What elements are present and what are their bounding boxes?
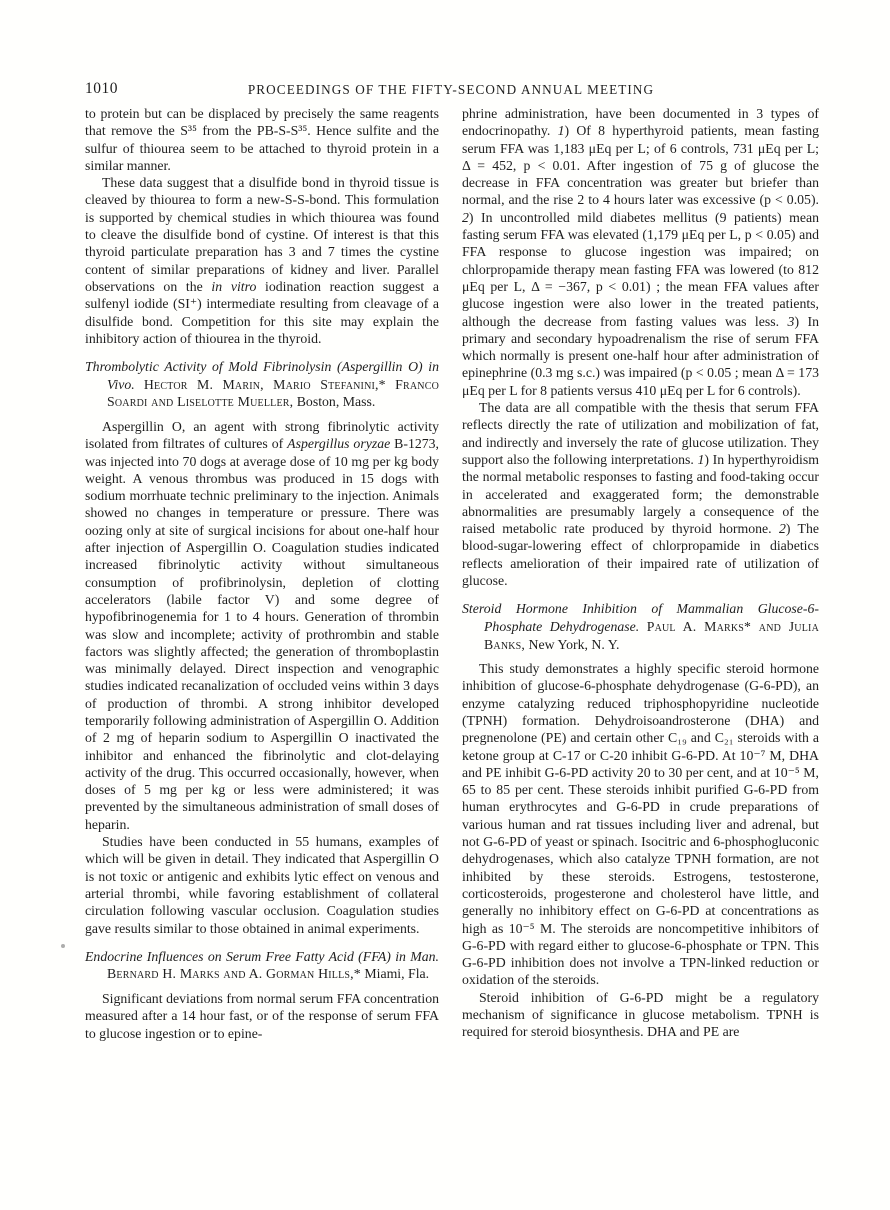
paragraph xyxy=(85,174,439,347)
body-text: These data suggest that a disulfide bond in thyroid tissue is cleaved by thiourea to form a new-S-S-bond. This formulation is supported by chemical studies in which thiourea was found to cleave the disulfide bond of cystine. Of interest is that this thyroid particulate preparation has 3 and 7 times the cystine content of similar preparations of kidney and liver. Parallel observations on the xyxy=(85,175,439,294)
body-text: ) In primary and secondary hypoadrenalism the rise of serum FFA which normally is present one-half hour after administration of epinephrine (0.3 mg s.c.) was impaired (p < 0.05 ; mean Δ = 173 μEq per L for 8 patients versus 410 μEq per L for 6 controls). xyxy=(462,313,819,398)
italic-text: 2 xyxy=(462,209,469,225)
body-text: Studies have been conducted in 55 humans, examples of which will be given in detail. They indicated that Aspergillin O is not toxic or antigenic and exhibits lytic effect on venous and arterial thrombi, while favoring establishment of collateral circulation following vascular occlusion. Coagulation studies gave results similar to those obtained in animal experiments. xyxy=(85,834,439,936)
left-column xyxy=(85,105,439,1042)
italic-text: 3 xyxy=(787,313,795,329)
text-body xyxy=(85,105,819,1042)
italic-text: Steroid Hormone Inhibition of Mammalian Glucose-6-Phosphate Dehydrogenase. xyxy=(462,601,819,634)
author-names: Bernard H. Marks and A. Gorman Hills,* xyxy=(107,966,361,982)
page-number: 1010 xyxy=(85,80,118,97)
abstract-heading xyxy=(85,948,439,983)
body-text: New York, N. Y. xyxy=(525,636,620,652)
paragraph xyxy=(85,105,439,174)
body-text xyxy=(135,377,144,392)
right-column xyxy=(462,105,819,1042)
paragraph xyxy=(462,989,819,1041)
paragraph xyxy=(85,418,439,833)
body-text: phrine administration, have been documented in 3 types of endocrinopathy. xyxy=(462,106,819,139)
paragraph xyxy=(85,990,439,1042)
italic-text: Aspergillus oryzae xyxy=(287,436,391,452)
body-text: ) Of 8 hyperthyroid patients, mean fasting serum FFA was 1,183 μEq per L; of 6 controls, 731 μEq per L; Δ = 452, p < 0.01. After ingestion of 75 g of glucose the decrease in FFA concentration was greater but briefer than normal, and the rise 2 to 4 hours later was excessive (p < 0.05). xyxy=(462,123,819,208)
body-text: This study demonstrates a highly specific steroid hormone inhibition of glucose-6-phosphate dehydrogenase (G-6-PD), an enzyme catalyzing reduced triphosphopyridine nucleotide (TPNH) formation. Dehydroisoandrosterone (DHA) and pregnenolone (PE) and certain other C₁₉ and C₂₁ steroids with a ketone group at C-17 or C-20 inhibit G-6-PD. At 10⁻⁷ M, DHA and PE inhibit G-6-PD activity 20 to 30 per cent, and at 10⁻⁵ M, 65 to 85 per cent. These steroids inhibit purified G-6-PD from human erythrocytes and G-6-PD in crude preparations of various human and rat tissues including liver and adrenal, but not G-6-PD of yeast or spinach. Isocitric and 6-phosphogluconic dehydrogenases, which also catalyze TPNH formation, are not inhibited by these steroids. Estrogens, testosterone, corticosteroids, progesterone and cholesterol have little, and generally no inhibitory effect on G-6-PD at concentrations as high as 10⁻⁵ M. The steroids are noncompetitive inhibitors of G-6-PD with regard either to glucose-6-phosphate or TPN. This G-6-PD inhibition does not involve a TPN-linked reduction or oxidation of the steroids. xyxy=(462,661,819,988)
paragraph xyxy=(85,833,439,937)
abstract-heading xyxy=(462,600,819,653)
italic-text: in vitro xyxy=(211,278,257,294)
italic-text: 1 xyxy=(697,451,705,467)
italic-text: 2 xyxy=(778,521,786,537)
body-text: The data are all compatible with the thesis that serum FFA reflects directly the rate of utilization and mobilization of fat, and indirectly and inversely the rate of glucose utilization. They support also the following interpretations. xyxy=(462,400,819,467)
abstract-heading xyxy=(85,358,439,411)
author-names: Hector M. Marin, Mario Stefanini,* Franco Soardi and Liselotte Mueller, xyxy=(107,376,440,410)
paragraph xyxy=(462,399,819,589)
body-text: iodination reaction suggest a sulfenyl iodide (SI⁺) intermediate resulting from cleavage of a disulfide bond. Competition for this site may explain the inhibitory action of thiourea in the thyroid. xyxy=(85,278,439,346)
italic-text: 1 xyxy=(557,123,565,139)
paragraph xyxy=(462,660,819,989)
body-text: ) In hyperthyroidism the normal metabolic responses to fasting and food-taking occur in accelerated and exaggerated form; the demonstrable abnormalities are presumably largely a consequence of the raised metabolic rate produced by thyroid hormone. xyxy=(462,451,819,537)
italic-text: Thrombolytic Activity of Mold Fibrinolysin (Aspergillin O) in Vivo. xyxy=(85,359,439,392)
body-text: ) In uncontrolled mild diabetes mellitus (9 patients) mean fasting serum FFA was elevated (1,179 μEq per L, p < 0.05) and FFA response to glucose ingestion was impaired; on chlorpropamide therapy mean fasting FFA was lowered (to 812 μEq per L, Δ = −367, p < 0.01) ; the mean FFA values after glucose ingestion were also lower in the treated patients, although the decrease from fasting values was less. xyxy=(462,209,819,329)
body-text: Aspergillin O, an agent with strong fibrinolytic activity isolated from filtrates of cultures of xyxy=(85,418,439,452)
paragraph xyxy=(462,105,819,399)
page-header xyxy=(85,80,817,100)
body-text: ) The blood-sugar-lowering effect of chlorpropamide in diabetics reflects amelioration of their impaired rate of utilization of glucose. xyxy=(462,521,820,589)
ink-speck xyxy=(61,944,65,948)
author-names: Paul A. Marks* and Julia Banks, xyxy=(484,618,819,652)
body-text: to protein but can be displaced by precisely the same reagents that remove the S³⁵ from the PB-S-S³⁵. Hence sulfite and the sulfur of thiourea seem to be attached to thyroid protein in a similar manner. xyxy=(85,106,439,173)
body-text: B-1273, was injected into 70 dogs at average dose of 10 mg per kg body weight. A venous thrombus was produced in 15 dogs with sodium morrhuate technic preliminary to the injection. Animals showed no changes in temperature or pressure. There was oozing only at site of surgical incisions for about one-half hour after injection of Aspergillin O. Coagulation studies indicated increased fibrinolytic activity without simultaneous consumption of profibrinolysin, depletion of clotting accelerators (labile factor V) and some degree of hypofibrinogenemia for 1 to 4 hours. Generation of thrombin was slow and incomplete; activity of prothrombin and stable factors was slightly affected; the generation of thromboplastin was minimally delayed. Direct inspection and venographic studies indicated recanalization of occluded veins within 3 days of production of thrombi. A strong inhibitor developed temporarily following administration of Aspergillin O. Addition of 2 mg of heparin sodium to Aspergillin O inactivated the inhibitor and enhanced the fibrinolytic and clot-delaying activity of the drug. This occurred occasionally, however, when doses of 5 mg per kg or less were administered; it was prevented by the simultaneous administration of small doses of heparin. xyxy=(85,436,439,832)
body-text: Steroid inhibition of G-6-PD might be a regulatory mechanism of significance in glucose metabolism. TPNH is required for steroid biosynthesis. DHA and PE are xyxy=(462,989,819,1040)
italic-text: Endocrine Influences on Serum Free Fatty Acid (FFA) in Man. xyxy=(85,948,439,964)
running-head: PROCEEDINGS OF THE FIFTY-SECOND ANNUAL MEETING xyxy=(247,82,655,97)
body-text: Boston, Mass. xyxy=(293,394,376,410)
body-text: Miami, Fla. xyxy=(360,966,430,982)
body-text: Significant deviations from normal serum FFA concentration measured after a 14 hour fast, or of the response of serum FFA to glucose ingestion or to epine- xyxy=(85,991,439,1041)
body-text xyxy=(639,619,646,634)
